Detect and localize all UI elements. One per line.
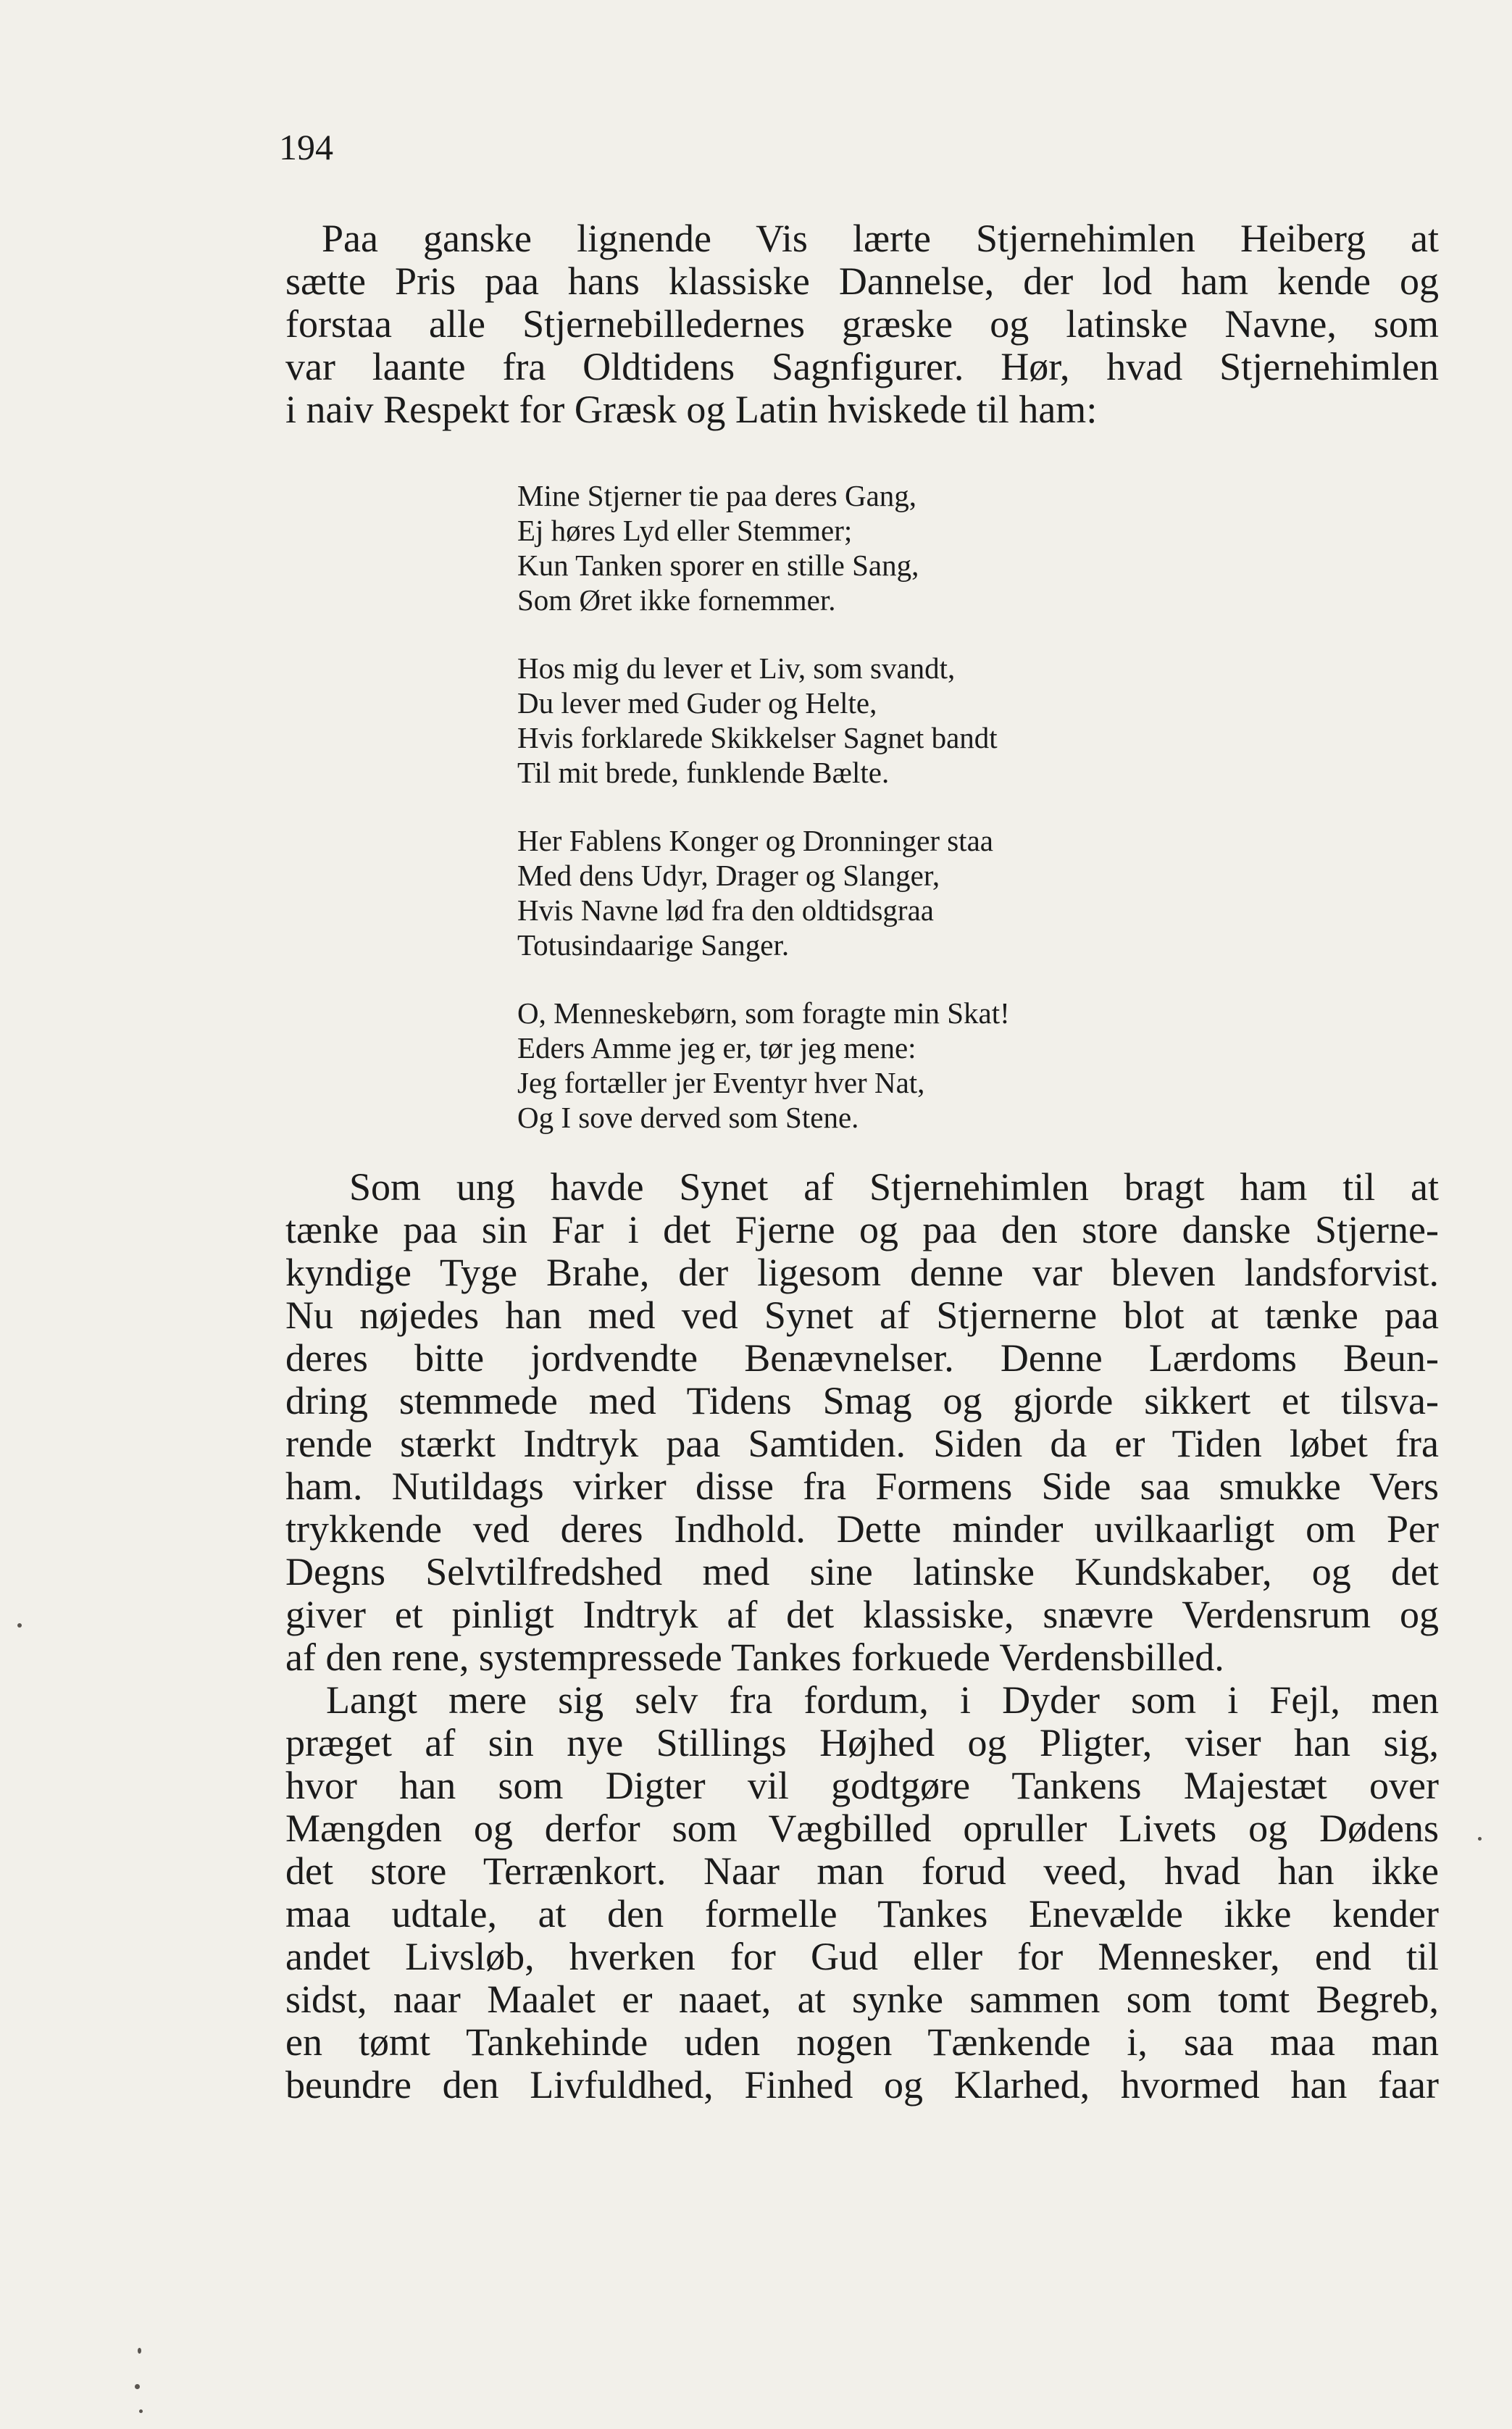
- poem-line: Til mit brede, funklende Bælte.: [517, 756, 890, 789]
- body-line: giver et pinligt Indtryk af det klassiske, snævre Verdensrum og: [285, 1593, 1439, 1636]
- poem-line: Du lever med Guder og Helte,: [517, 686, 877, 720]
- poem-stanza: [517, 651, 1242, 790]
- poem-line: Som Øret ikke fornemmer.: [517, 583, 836, 617]
- paper-speck: [138, 2348, 141, 2354]
- poem-line: Hos mig du lever et Liv, som svandt,: [517, 651, 956, 685]
- poem-line: Og I sove derved som Stene.: [517, 1101, 859, 1134]
- poem-line: Eders Amme jeg er, tør jeg mene:: [517, 1031, 916, 1064]
- body-text: [285, 1166, 1439, 2107]
- body-line: trykkende ved deres Indhold. Dette minder uvilkaarligt om Per: [285, 1507, 1439, 1551]
- poem-line: Hvis forklarede Skikkelser Sagnet bandt: [517, 721, 998, 754]
- body-line: andet Livsløb, hverken for Gud eller for Mennesker, end til: [285, 1935, 1439, 1978]
- intro-line: forstaa alle Stjernebilledernes græske og latinske Navne, som: [285, 302, 1439, 346]
- body-line: Nu nøjedes han med ved Synet af Stjernerne blot at tænke paa: [285, 1293, 1439, 1337]
- poem-stanza: [517, 996, 1242, 1135]
- body-line: af den rene, systempressede Tankes forkuede Verdensbilled.: [285, 1636, 1224, 1679]
- body-line: maa udtale, at den formelle Tankes Enevælde ikke kender: [285, 1892, 1439, 1936]
- poem-line: Ej høres Lyd eller Stemmer;: [517, 514, 853, 547]
- body-line: ham. Nutildags virker disse fra Formens Side saa smukke Vers: [285, 1465, 1439, 1508]
- body-line: tænke paa sin Far i det Fjerne og paa den store danske Stjerne-: [285, 1208, 1439, 1251]
- poem-line: Her Fablens Konger og Dronninger staa: [517, 824, 993, 857]
- body-line: dring stemmede med Tidens Smag og gjorde sikkert et tilsva-: [285, 1379, 1439, 1422]
- poem-stanza: [517, 478, 1242, 617]
- intro-paragraph: [285, 217, 1439, 431]
- body-line: en tømt Tankehinde uden nogen Tænkende i, saa maa man: [285, 2020, 1439, 2064]
- body-line: hvor han som Digter vil godtgøre Tankens Majestæt over: [285, 1764, 1439, 1807]
- poem-line: Totusindaarige Sanger.: [517, 928, 790, 962]
- body-line: deres bitte jordvendte Benævnelser. Denne Lærdoms Beun-: [285, 1336, 1439, 1380]
- poem-line: Med dens Udyr, Drager og Slanger,: [517, 859, 940, 892]
- poem-line: Jeg fortæller jer Eventyr hver Nat,: [517, 1066, 925, 1099]
- paper-speck: [135, 2384, 140, 2389]
- poem: [517, 478, 1242, 1168]
- poem-line: Hvis Navne lød fra den oldtidsgraa: [517, 893, 934, 927]
- intro-line: sætte Pris paa hans klassiske Dannelse, der lod ham kende og: [285, 259, 1439, 303]
- poem-line: Kun Tanken sporer en stille Sang,: [517, 549, 919, 582]
- body-line: præget af sin nye Stillings Højhed og Pligter, viser han sig,: [285, 1721, 1439, 1765]
- body-line: Degns Selvtilfredshed med sine latinske Kundskaber, og det: [285, 1550, 1439, 1593]
- poem-stanza: [517, 823, 1242, 962]
- intro-line: Paa ganske lignende Vis lærte Stjernehimlen Heiberg at: [322, 217, 1439, 260]
- poem-line: O, Menneskebørn, som foragte min Skat!: [517, 996, 1010, 1030]
- body-line: det store Terrænkort. Naar man forud veed, hvad han ikke: [285, 1849, 1439, 1893]
- body-line: Langt mere sig selv fra fordum, i Dyder som i Fejl, men: [326, 1678, 1439, 1722]
- body-line: kyndige Tyge Brahe, der ligesom denne var bleven landsforvist.: [285, 1251, 1439, 1294]
- body-line: rende stærkt Indtryk paa Samtiden. Siden da er Tiden løbet fra: [285, 1422, 1439, 1465]
- poem-line: Mine Stjerner tie paa deres Gang,: [517, 479, 917, 512]
- intro-line: i naiv Respekt for Græsk og Latin hviskede til ham:: [285, 388, 1098, 431]
- paper-speck: [1478, 1837, 1482, 1841]
- body-line: Som ung havde Synet af Stjernehimlen bragt ham til at: [349, 1165, 1439, 1209]
- body-line: Mængden og derfor som Vægbilled opruller Livets og Dødens: [285, 1807, 1439, 1850]
- body-line: sidst, naar Maalet er naaet, at synke sammen som tomt Begreb,: [285, 1978, 1439, 2021]
- page-number: 194: [279, 127, 333, 167]
- paper-speck: [139, 2409, 143, 2413]
- paper-speck: [17, 1623, 22, 1628]
- body-line: beundre den Livfuldhed, Finhed og Klarhed, hvormed han faar: [285, 2063, 1439, 2107]
- intro-line: var laante fra Oldtidens Sagnfigurer. Hør, hvad Stjernehimlen: [285, 345, 1439, 388]
